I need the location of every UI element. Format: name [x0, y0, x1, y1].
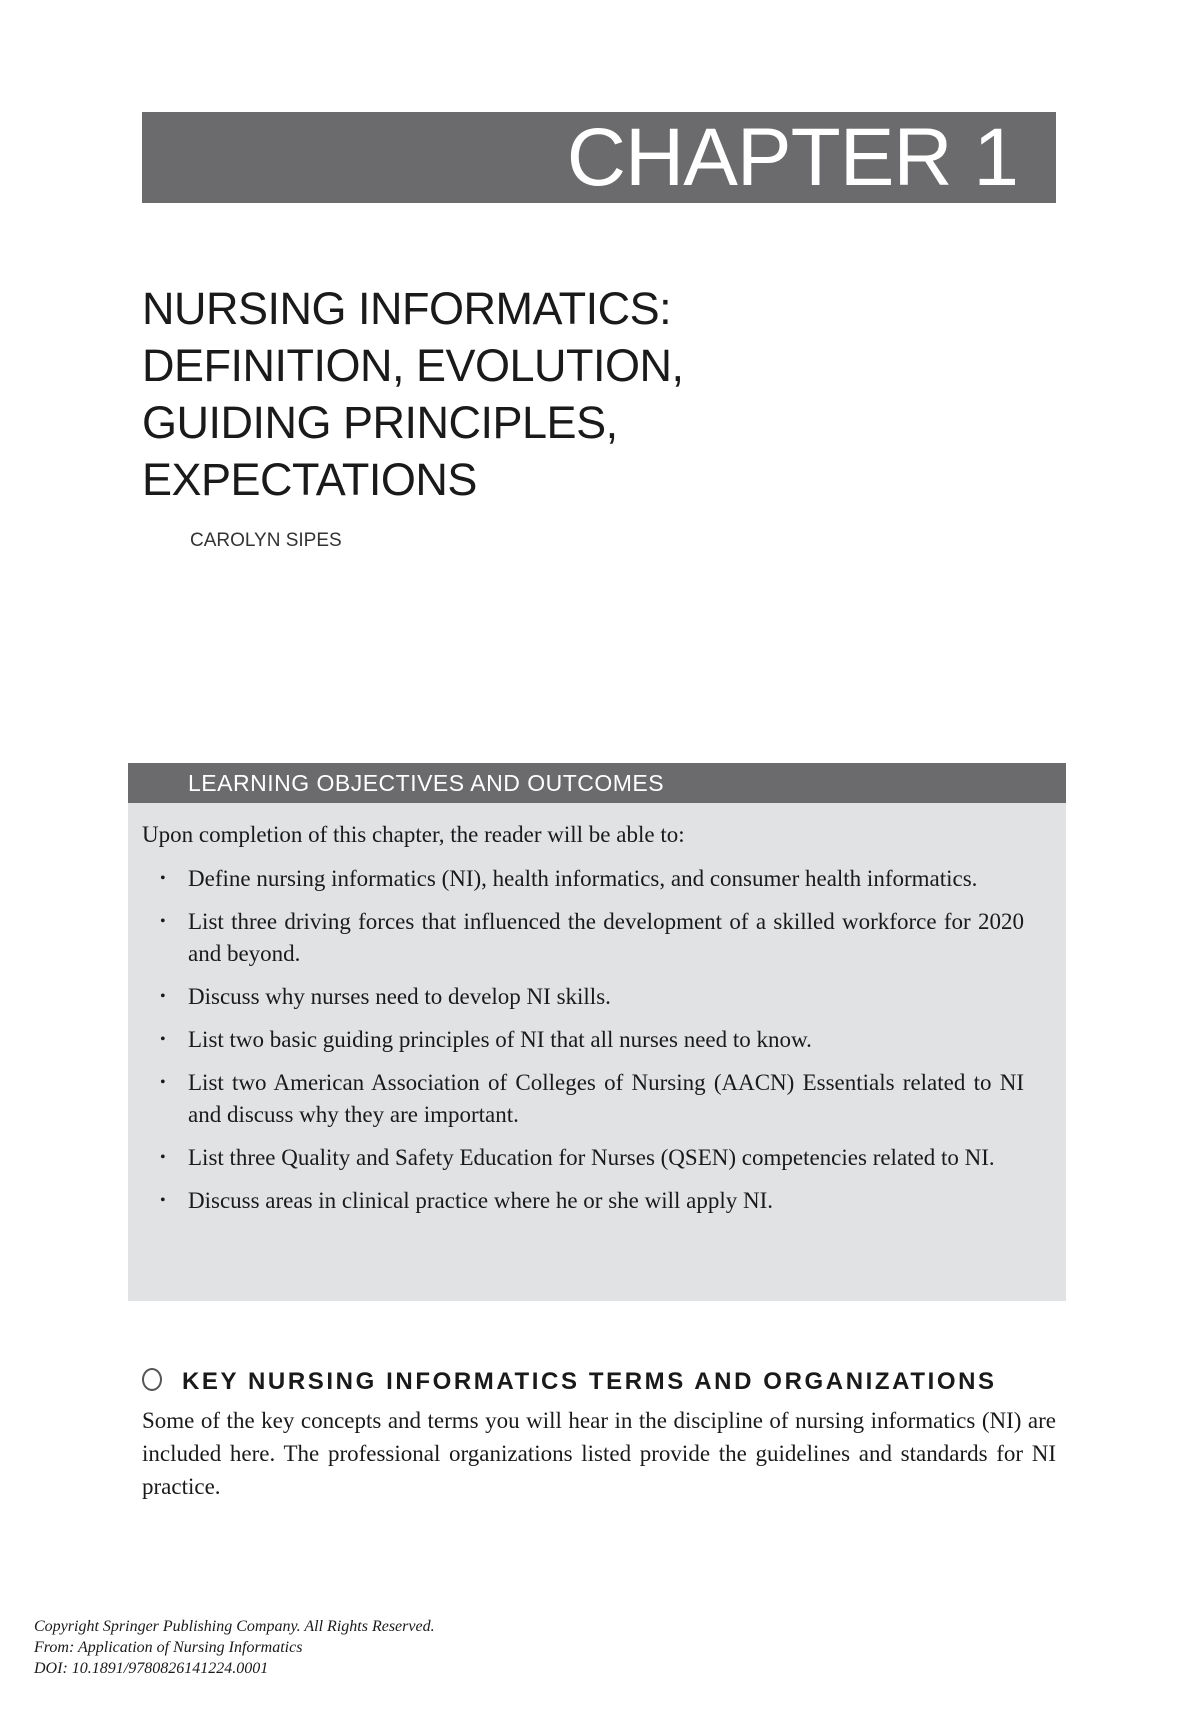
author-name: CAROLYN SIPES	[190, 530, 342, 551]
list-item	[142, 1142, 1024, 1174]
footer-copyright: Copyright Springer Publishing Company. All Rights Reserved.	[34, 1618, 435, 1635]
chapter-title-line: GUIDING PRINCIPLES,	[142, 397, 618, 448]
list-item	[142, 906, 1024, 970]
objective-text: Discuss areas in clinical practice where he or she will apply NI.	[188, 1188, 774, 1213]
bullet-icon: •	[160, 1031, 166, 1048]
bullet-icon: •	[160, 913, 166, 930]
chapter-title-line: NURSING INFORMATICS:	[142, 283, 672, 334]
chapter-label: CHAPTER 1	[142, 112, 1056, 203]
learning-objectives-box	[128, 763, 1066, 1301]
bullet-icon: •	[160, 988, 166, 1005]
learning-objectives-body	[128, 803, 1066, 1217]
learning-objectives-heading: LEARNING OBJECTIVES AND OUTCOMES	[128, 763, 1066, 803]
learning-objectives-list	[142, 863, 1024, 1217]
section-heading	[142, 1368, 997, 1396]
list-item	[142, 1024, 1024, 1056]
objective-text: List three driving forces that influenced the development of a skilled workforce for 2020 and beyond.	[188, 909, 1024, 966]
list-item	[142, 863, 1024, 895]
chapter-title-line: DEFINITION, EVOLUTION,	[142, 340, 684, 391]
bullet-icon: •	[160, 1074, 166, 1091]
list-item	[142, 1067, 1024, 1131]
objective-text: List two basic guiding principles of NI that all nurses need to know.	[188, 1027, 812, 1052]
list-item	[142, 1185, 1024, 1217]
bullet-icon: •	[160, 1149, 166, 1166]
chapter-title	[142, 280, 842, 508]
circle-icon	[142, 1368, 162, 1391]
footer-doi: DOI: 10.1891/9780826141224.0001	[34, 1660, 269, 1677]
bullet-icon: •	[160, 1192, 166, 1209]
objective-text: Define nursing informatics (NI), health informatics, and consumer health informatics.	[188, 866, 978, 891]
footer-source: From: Application of Nursing Informatics	[34, 1639, 303, 1656]
learning-objectives-intro: Upon completion of this chapter, the reader will be able to:	[142, 822, 685, 847]
section-heading-text: KEY NURSING INFORMATICS TERMS AND ORGANIZATIONS	[182, 1368, 997, 1395]
objective-text: Discuss why nurses need to develop NI skills.	[188, 984, 611, 1009]
section-body-text: Some of the key concepts and terms you will hear in the discipline of nursing informatics (NI) are included here. The professional organizations listed provide the guidelines and standards for NI practice.	[142, 1408, 1056, 1499]
list-item	[142, 981, 1024, 1013]
bullet-icon: •	[160, 870, 166, 887]
copyright-footer	[34, 1616, 435, 1679]
chapter-title-line: EXPECTATIONS	[142, 454, 477, 505]
objective-text: List two American Association of Colleges of Nursing (AACN) Essentials related to NI and discuss why they are important.	[188, 1070, 1024, 1127]
objective-text: List three Quality and Safety Education for Nurses (QSEN) competencies related to NI.	[188, 1145, 995, 1170]
